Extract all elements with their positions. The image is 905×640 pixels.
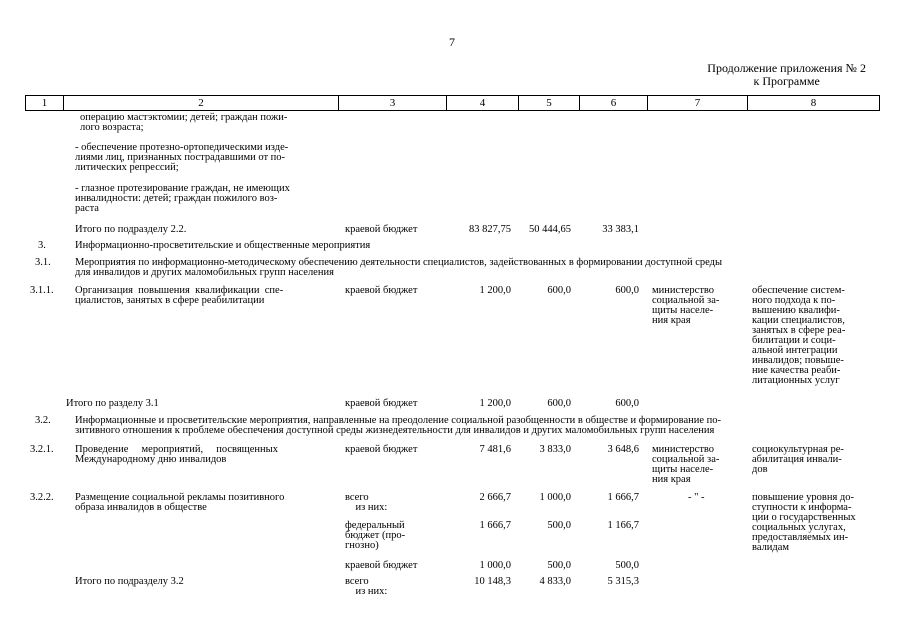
s32-text: Информационные и просветительские мероприятия, направленные на преодоление социальной разобщенности в обществе и формирование по- зитивного отношения к проблеме обеспечения доступной среды жизнедеятельности для инвалидов и других маломобильных групп населения (75, 415, 722, 436)
s321-c6: 3 648,6 (607, 444, 639, 455)
total22-c6: 33 383,1 (602, 224, 639, 235)
page-number: 7 (449, 35, 455, 49)
s322-c5b: 500,0 (547, 520, 571, 531)
s322-c7: - " - (688, 492, 705, 503)
appendix-header-line2: к Программе (753, 74, 820, 88)
s322-c5a: 1 000,0 (539, 492, 571, 503)
s311-text: Организация повышения квалификации спе- циалистов, занятых в сфере реабилитации (75, 285, 284, 306)
s321-c7: министерство социальной за- щиты населе- ния края (652, 444, 720, 485)
total22-c4: 83 827,75 (469, 224, 511, 235)
s322-c4c: 1 000,0 (479, 560, 511, 571)
total31-label: Итого по разделу 3.1 (66, 398, 159, 409)
col-header-5: 5 (519, 96, 580, 111)
s311-c4: 1 200,0 (479, 285, 511, 296)
s31-num: 3.1. (35, 257, 51, 268)
s311-c5: 600,0 (547, 285, 571, 296)
total32-c4: 10 148,3 (474, 576, 511, 587)
cont-text-3: - глазное протезирование граждан, не имеющих инвалидности: детей; граждан пожилого воз- раста (75, 183, 290, 214)
s3-num: 3. (38, 240, 46, 251)
s322-c6c: 500,0 (615, 560, 639, 571)
appendix-header (707, 62, 866, 88)
s311-c7: министерство социальной за- щиты населе- ния края (652, 285, 720, 326)
total31-src: краевой бюджет (345, 398, 418, 409)
s311-num: 3.1.1. (30, 285, 54, 296)
s321-c8: социокультурная ре- абилитация инвали- дов (752, 444, 844, 475)
col-header-8: 8 (748, 96, 880, 111)
s322-src1: всего из них: (345, 492, 388, 513)
table-header (25, 95, 880, 111)
total31-c6: 600,0 (615, 398, 639, 409)
s321-c4: 7 481,6 (479, 444, 511, 455)
total22-src: краевой бюджет (345, 224, 418, 235)
s322-src2: федеральный бюджет (про- гнозно) (345, 520, 406, 551)
cont-text-1: операцию мастэктомии; детей; граждан пожи- лого возраста; (80, 112, 288, 133)
s311-c6: 600,0 (615, 285, 639, 296)
col-header-3: 3 (339, 96, 447, 111)
col-header-2: 2 (64, 96, 339, 111)
s3-text: Информационно-просветительские и общественные мероприятия (75, 240, 371, 251)
total32-label: Итого по подразделу 3.2 (75, 576, 184, 587)
total32-c5: 4 833,0 (539, 576, 571, 587)
total31-c4: 1 200,0 (479, 398, 511, 409)
s322-c4a: 2 666,7 (479, 492, 511, 503)
s31-text: Мероприятия по информационно-методическому обеспечению деятельности специалистов, задействованных в формировании доступной среды для инвалидов и других маломобильных групп населения (75, 257, 723, 278)
col-header-6: 6 (580, 96, 648, 111)
cont-text-2: - обеспечение протезно-ортопедическими изде- лиями лиц, признанных пострадавшими от по- литических репрессий; (75, 142, 289, 173)
total31-c5: 600,0 (547, 398, 571, 409)
s322-c5c: 500,0 (547, 560, 571, 571)
s32-num: 3.2. (35, 415, 51, 426)
s322-c6a: 1 666,7 (607, 492, 639, 503)
total22-c5: 50 444,65 (529, 224, 571, 235)
s321-num: 3.2.1. (30, 444, 54, 455)
total22-label: Итого по подразделу 2.2. (75, 224, 187, 235)
appendix-header-line1: Продолжение приложения № 2 (707, 61, 866, 75)
s322-num: 3.2.2. (30, 492, 54, 503)
s321-text: Проведение мероприятий, посвященных Международному дню инвалидов (75, 444, 278, 465)
total32-c6: 5 315,3 (607, 576, 639, 587)
s322-c4b: 1 666,7 (479, 520, 511, 531)
s322-c8: повышение уровня до- ступности к информа- ции о государственных социальных услугах, предоставляемых ин- валидам (752, 492, 856, 553)
col-header-4: 4 (447, 96, 519, 111)
s321-src: краевой бюджет (345, 444, 418, 455)
col-header-7: 7 (648, 96, 748, 111)
total32-src: всего из них: (345, 576, 388, 597)
s311-c8: обеспечение систем- ного подхода к по- вышению квалифи- кации специалистов, занятых в сфере реа- билитации и соци- альной интеграции инвалидов; повыше- ние качества реаби- литационных услуг (752, 285, 846, 386)
s321-c5: 3 833,0 (539, 444, 571, 455)
col-header-1: 1 (26, 96, 64, 111)
s322-c6b: 1 166,7 (607, 520, 639, 531)
s311-src: краевой бюджет (345, 285, 418, 296)
s322-text: Размещение социальной рекламы позитивного образа инвалидов в обществе (75, 492, 285, 513)
s322-src3: краевой бюджет (345, 560, 418, 571)
